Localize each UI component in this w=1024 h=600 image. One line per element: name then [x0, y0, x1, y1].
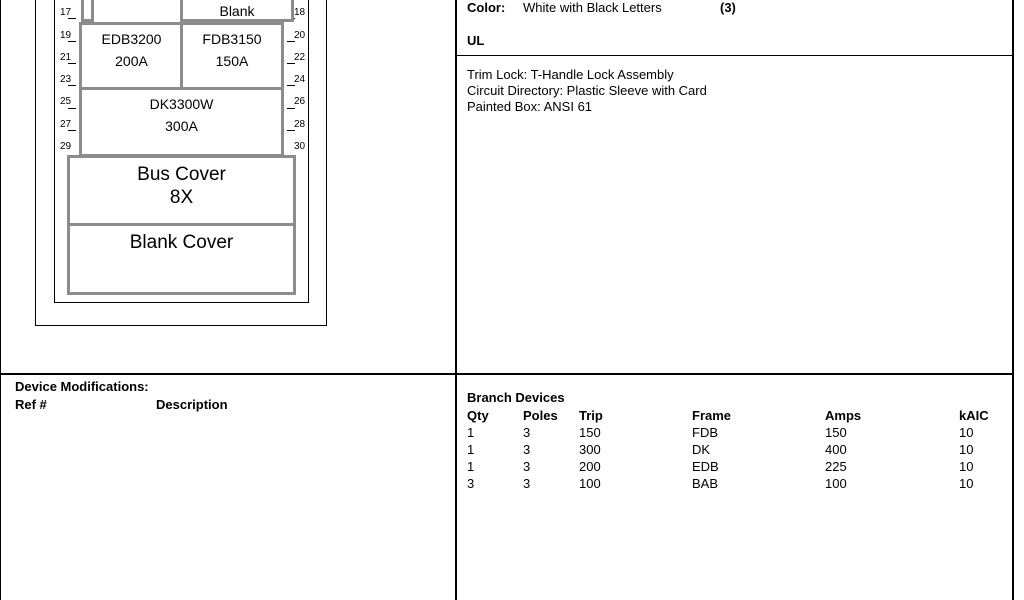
- cell: 3: [523, 425, 531, 440]
- col-header: Frame: [692, 408, 732, 423]
- blank-cover: [67, 223, 296, 295]
- row-number-right: 20: [294, 30, 306, 41]
- cell: 3: [523, 476, 531, 491]
- cell: 10: [959, 442, 974, 457]
- table-row: [467, 424, 999, 441]
- note-painted-box: Painted Box: ANSI 61: [467, 99, 593, 114]
- cell: 10: [959, 459, 974, 474]
- row-number-left: 19: [60, 30, 72, 41]
- color-value: White with Black Letters: [523, 0, 662, 15]
- note-circuit-directory: Circuit Directory: Plastic Sleeve with Card: [467, 83, 707, 98]
- cell: 1: [467, 459, 475, 474]
- center-divider: [455, 0, 457, 600]
- cell: 150: [579, 425, 601, 440]
- row-number-left: 23: [60, 74, 72, 85]
- cell: 1: [467, 425, 475, 440]
- cell: 400: [825, 442, 847, 457]
- breaker-edb3200: [79, 22, 184, 90]
- breaker-model: EDB3200: [101, 31, 162, 47]
- blank-slot-label: Blank: [219, 3, 255, 19]
- left-border: [0, 0, 1, 600]
- breaker-model: DK3300W: [149, 96, 214, 112]
- col-header: kAIC: [959, 408, 989, 423]
- row-number-right: 26: [294, 96, 306, 107]
- specs-divider: [456, 55, 1013, 56]
- row-number-right: 28: [294, 119, 306, 130]
- breaker-dk3300w: [79, 87, 284, 157]
- row-number-left: 29: [60, 141, 72, 152]
- ul-label: UL: [467, 33, 485, 48]
- cell: 3: [523, 442, 531, 457]
- branch-devices-table: [467, 407, 999, 492]
- table-header-row: [467, 407, 999, 424]
- blank-cover-label: Blank Cover: [129, 232, 234, 253]
- col-header: Poles: [523, 408, 558, 423]
- color-label: Color:: [467, 0, 506, 15]
- row-number-right: 24: [294, 74, 306, 85]
- row-number-left: 17: [60, 7, 72, 18]
- breaker-fdb3150: [180, 22, 284, 90]
- row-number-left: 21: [60, 52, 72, 63]
- cell: 10: [959, 476, 974, 491]
- cell: 225: [825, 459, 847, 474]
- cell: EDB: [692, 459, 719, 474]
- color-qty: (3): [720, 0, 736, 15]
- cell: 300: [579, 442, 601, 457]
- cell: 1: [467, 442, 475, 457]
- device-mods-desc-header: Description: [156, 397, 228, 412]
- device-mods-ref-header: Ref #: [15, 397, 47, 412]
- cell: 200: [579, 459, 601, 474]
- horizontal-divider: [0, 373, 1013, 375]
- right-border: [1012, 0, 1014, 600]
- partial-slot-left: [81, 0, 94, 22]
- cell: BAB: [692, 476, 719, 491]
- cell: 100: [579, 476, 601, 491]
- row-number-right: 18: [294, 7, 306, 18]
- note-trim-lock: Trim Lock: T-Handle Lock Assembly: [467, 67, 674, 82]
- breaker-amps: 300A: [165, 118, 198, 134]
- row-number-left: 25: [60, 96, 72, 107]
- cell: 150: [825, 425, 847, 440]
- breaker-model: FDB3150: [202, 31, 262, 47]
- spec-notes: [467, 67, 707, 115]
- cell: 10: [959, 425, 974, 440]
- col-header: Qty: [467, 408, 489, 423]
- cell: 3: [523, 459, 531, 474]
- row-number-left: 27: [60, 119, 72, 130]
- table-row: [467, 475, 999, 492]
- table-row: [467, 458, 999, 475]
- row-number-right: 22: [294, 52, 306, 63]
- row-number-right: 30: [294, 141, 306, 152]
- breaker-amps: 200A: [115, 53, 148, 69]
- cell: 100: [825, 476, 847, 491]
- bus-cover-qty: 8X: [169, 187, 194, 208]
- col-header: Trip: [579, 408, 603, 423]
- bus-cover: [67, 155, 296, 226]
- cell: 3: [467, 476, 475, 491]
- breaker-amps: 150A: [215, 53, 249, 69]
- bus-cover-label: Bus Cover: [137, 164, 226, 185]
- table-row: [467, 441, 999, 458]
- blank-slot: [180, 0, 294, 22]
- cell: DK: [692, 442, 711, 457]
- col-header: Amps: [825, 408, 862, 423]
- device-mods-title: Device Modifications:: [15, 379, 149, 394]
- branch-devices-title: Branch Devices: [467, 390, 565, 405]
- cell: FDB: [692, 425, 718, 440]
